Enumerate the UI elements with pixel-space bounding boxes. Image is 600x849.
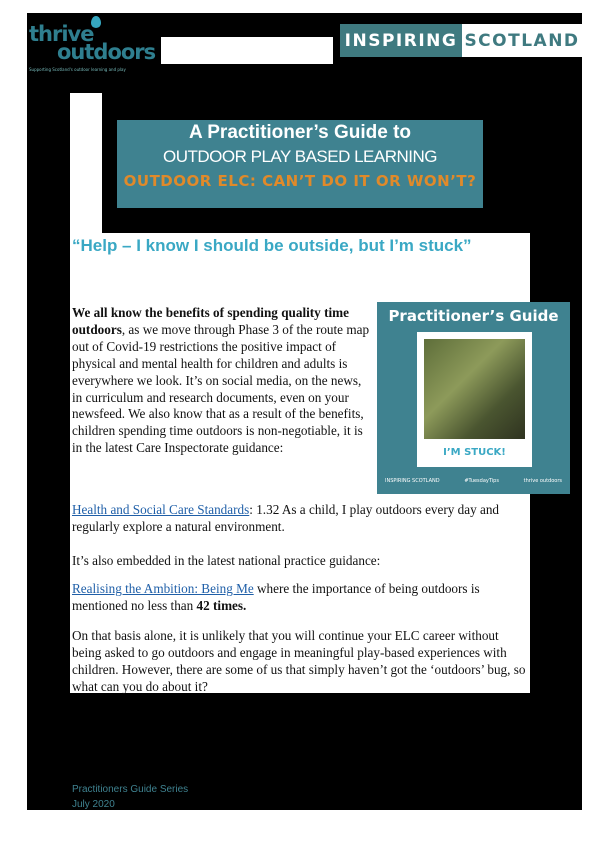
logo-tagline: Supporting Scotland's outdoor learning and play (29, 67, 126, 72)
logo-text-thrive: thrive (29, 22, 94, 46)
footer-series (72, 782, 188, 812)
intro-bold: We all know the benefits of spending quality time outdoors (72, 305, 349, 337)
guide-image-footer (385, 478, 562, 484)
embedded-paragraph: It’s also embedded in the latest national practice guidance: (72, 553, 381, 568)
closing-paragraph: On that basis alone, it is unlikely that you will continue your ELC career without being asked to go outdoors and engage in meaningful play-based experiences with children. However, there are some of us that simply haven’t got the ‘outdoors’ bug, so what can you do about it? (72, 628, 526, 694)
title-line-2: OUTDOOR PLAY BASED LEARNING (163, 147, 437, 166)
realising-text: where the importance of being outdoors is mentioned no less than (72, 581, 480, 613)
series-date: July 2020 (72, 799, 115, 810)
inspiring-scotland-logo (340, 24, 582, 57)
guide-footer-right: thrive outdoors (523, 478, 562, 484)
guide-footer-left: INSPIRING SCOTLAND (385, 478, 440, 484)
intro-rest: , as we move through Phase 3 of the route map out of Covid-19 restrictions the positive impact of physical and mental health for children and adults is everywhere we look. It’s on social media, on the news, in curriculum and research documents, even on your newsfeed. We also know that as a result of the benefits, children spending time outdoors is non-negotiable, it is in the latest Care Inspectorate guidance: (72, 321, 370, 456)
standards-text: : 1.32 As a child, I play outdoors every day and regularly explore a natural environment. (72, 502, 500, 534)
practitioners-guide-image (377, 302, 570, 494)
logo-text-outdoors: outdoors (57, 40, 156, 64)
guide-image-title: Practitioner’s Guide (388, 307, 559, 325)
squirrel-photo (424, 339, 525, 439)
title-banner (117, 120, 483, 208)
realising-bold: 42 times. (196, 597, 247, 613)
polaroid-photo (417, 332, 532, 467)
title-line-1: A Practitioner’s Guide to (188, 122, 412, 143)
header-blank-box (161, 37, 333, 64)
help-heading: “Help – I know I should be outside, but I’m stuck” (72, 236, 472, 255)
logo-inspiring: INSPIRING (340, 24, 462, 57)
standards-paragraph (72, 502, 528, 536)
standards-link[interactable]: Health and Social Care Standards (72, 502, 250, 517)
title-line-3: OUTDOOR ELC: CAN’T DO IT OR WON’T? (123, 172, 477, 190)
realising-paragraph (72, 581, 528, 615)
thrive-outdoors-logo (29, 16, 155, 76)
realising-link[interactable]: Realising the Ambition: Being Me (72, 581, 254, 596)
guide-footer-mid: #TuesdayTips (464, 478, 499, 484)
intro-paragraph (72, 305, 372, 457)
series-label: Practitioners Guide Series (72, 784, 189, 795)
logo-scotland: SCOTLAND (462, 24, 582, 57)
im-stuck-caption: I’M STUCK! (443, 447, 506, 458)
